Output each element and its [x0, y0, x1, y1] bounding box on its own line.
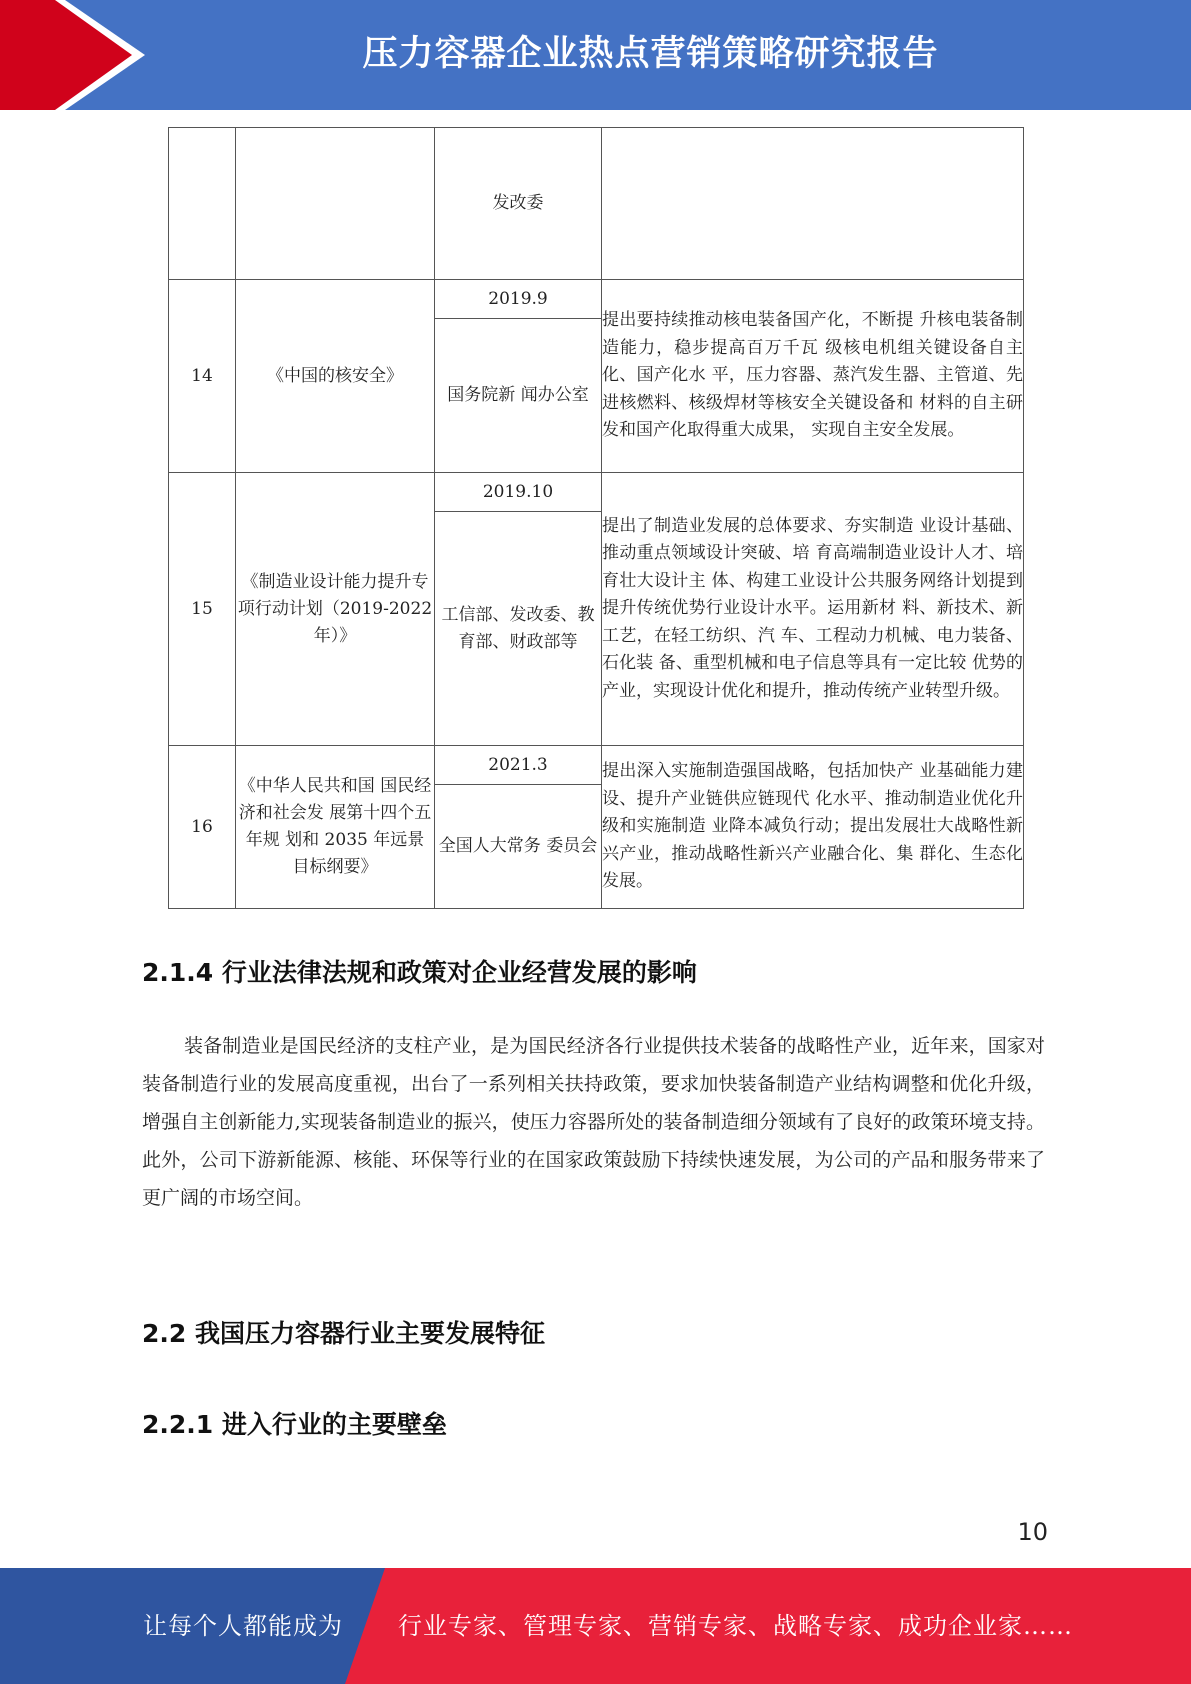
cell-no: 15 [169, 473, 236, 746]
header-title: 压力容器企业热点营销策略研究报告 [362, 34, 939, 74]
cell-no: 14 [169, 280, 236, 473]
section-body-2-1-4: 装备制造业是国民经济的支柱产业，是为国民经济各行业提供技术装备的战略性产业，近年来，国家对装备制造行业的发展高度重视，出台了一系列相关扶持政策，要求加快装备制造产业结构调整和优化升级，增强自主创新能力,实现装备制造业的振兴，使压力容器所处的装备制造细分领域有了良好的政策环境支持。此外，公司下游新能源、核能、环保等行业的在国家政策鼓励下持续快速发展，为公司的产品和服务带来了更广阔的市场空间。 [142, 1035, 1045, 1209]
cell-desc [602, 128, 1024, 280]
cell-no [169, 128, 236, 280]
page-header [0, 0, 1191, 110]
cell-org: 国务院新 闻办公室 [435, 319, 602, 473]
footer-slogan-left: 让每个人都能成为 [143, 1612, 343, 1640]
cell-name: 《制造业设计能力提升专项行动计划（2019-2022 年）》 [236, 473, 435, 746]
cell-org: 全国人大常务 委员会 [435, 785, 602, 909]
section-heading-2-2-1: 2.2.1 进入行业的主要壁垒 [142, 1410, 447, 1439]
footer-slogan-right: 行业专家、管理专家、营销专家、战略专家、成功企业家…… [398, 1612, 1073, 1640]
cell-date: 2021.3 [435, 746, 602, 785]
page-number: 10 [1017, 1518, 1048, 1546]
cell-org: 发改委 [435, 128, 602, 280]
cell-org: 工信部、发改委、教育部、财政部等 [435, 512, 602, 746]
cell-name [236, 128, 435, 280]
table-row [169, 473, 1024, 512]
section-heading-2-1-4: 2.1.4 行业法律法规和政策对企业经营发展的影响 [142, 958, 697, 987]
table-row [169, 746, 1024, 785]
policy-table [168, 127, 1024, 909]
table-row [169, 128, 1024, 280]
cell-no: 16 [169, 746, 236, 909]
page-footer [0, 1568, 1191, 1684]
cell-desc: 提出要持续推动核电装备国产化，不断提 升核电装备制造能力，稳步提高百万千瓦 级核电机组关键设备自主化、国产化水 平，压力容器、蒸汽发生器、主管道、先 进核燃料、核级焊材等核安全关键设备和 材料的自主研发和国产化取得重大成果， 实现自主安全发展。 [602, 280, 1024, 473]
cell-desc: 提出了制造业发展的总体要求、夯实制造 业设计基础、推动重点领域设计突破、培 育高端制造业设计人才、培育壮大设计主 体、构建工业设计公共服务网络计划提到 提升传统优势行业设计水平。运用新材 料、新技术、新工艺，在轻工纺织、汽 车、工程动力机械、电力装备、石化装 备、重型机械和电子信息等具有一定比较 优势的产业，实现设计优化和提升，推动传统产业转型升级。 [602, 473, 1024, 746]
section-heading-2-2: 2.2 我国压力容器行业主要发展特征 [142, 1319, 545, 1348]
cell-name: 《中国的核安全》 [236, 280, 435, 473]
cell-date: 2019.10 [435, 473, 602, 512]
cell-name: 《中华人民共和国 国民经济和社会发 展第十四个五年规 划和 2035 年远景 目标纲要》 [236, 746, 435, 909]
cell-date: 2019.9 [435, 280, 602, 319]
cell-desc: 提出深入实施制造强国战略，包括加快产 业基础能力建设、提升产业链供应链现代 化水平、推动制造业优化升级和实施制造 业降本减负行动；提出发展壮大战略性新 兴产业，推动战略性新兴产业融合化、集 群化、生态化发展。 [602, 746, 1024, 909]
table-row [169, 280, 1024, 319]
